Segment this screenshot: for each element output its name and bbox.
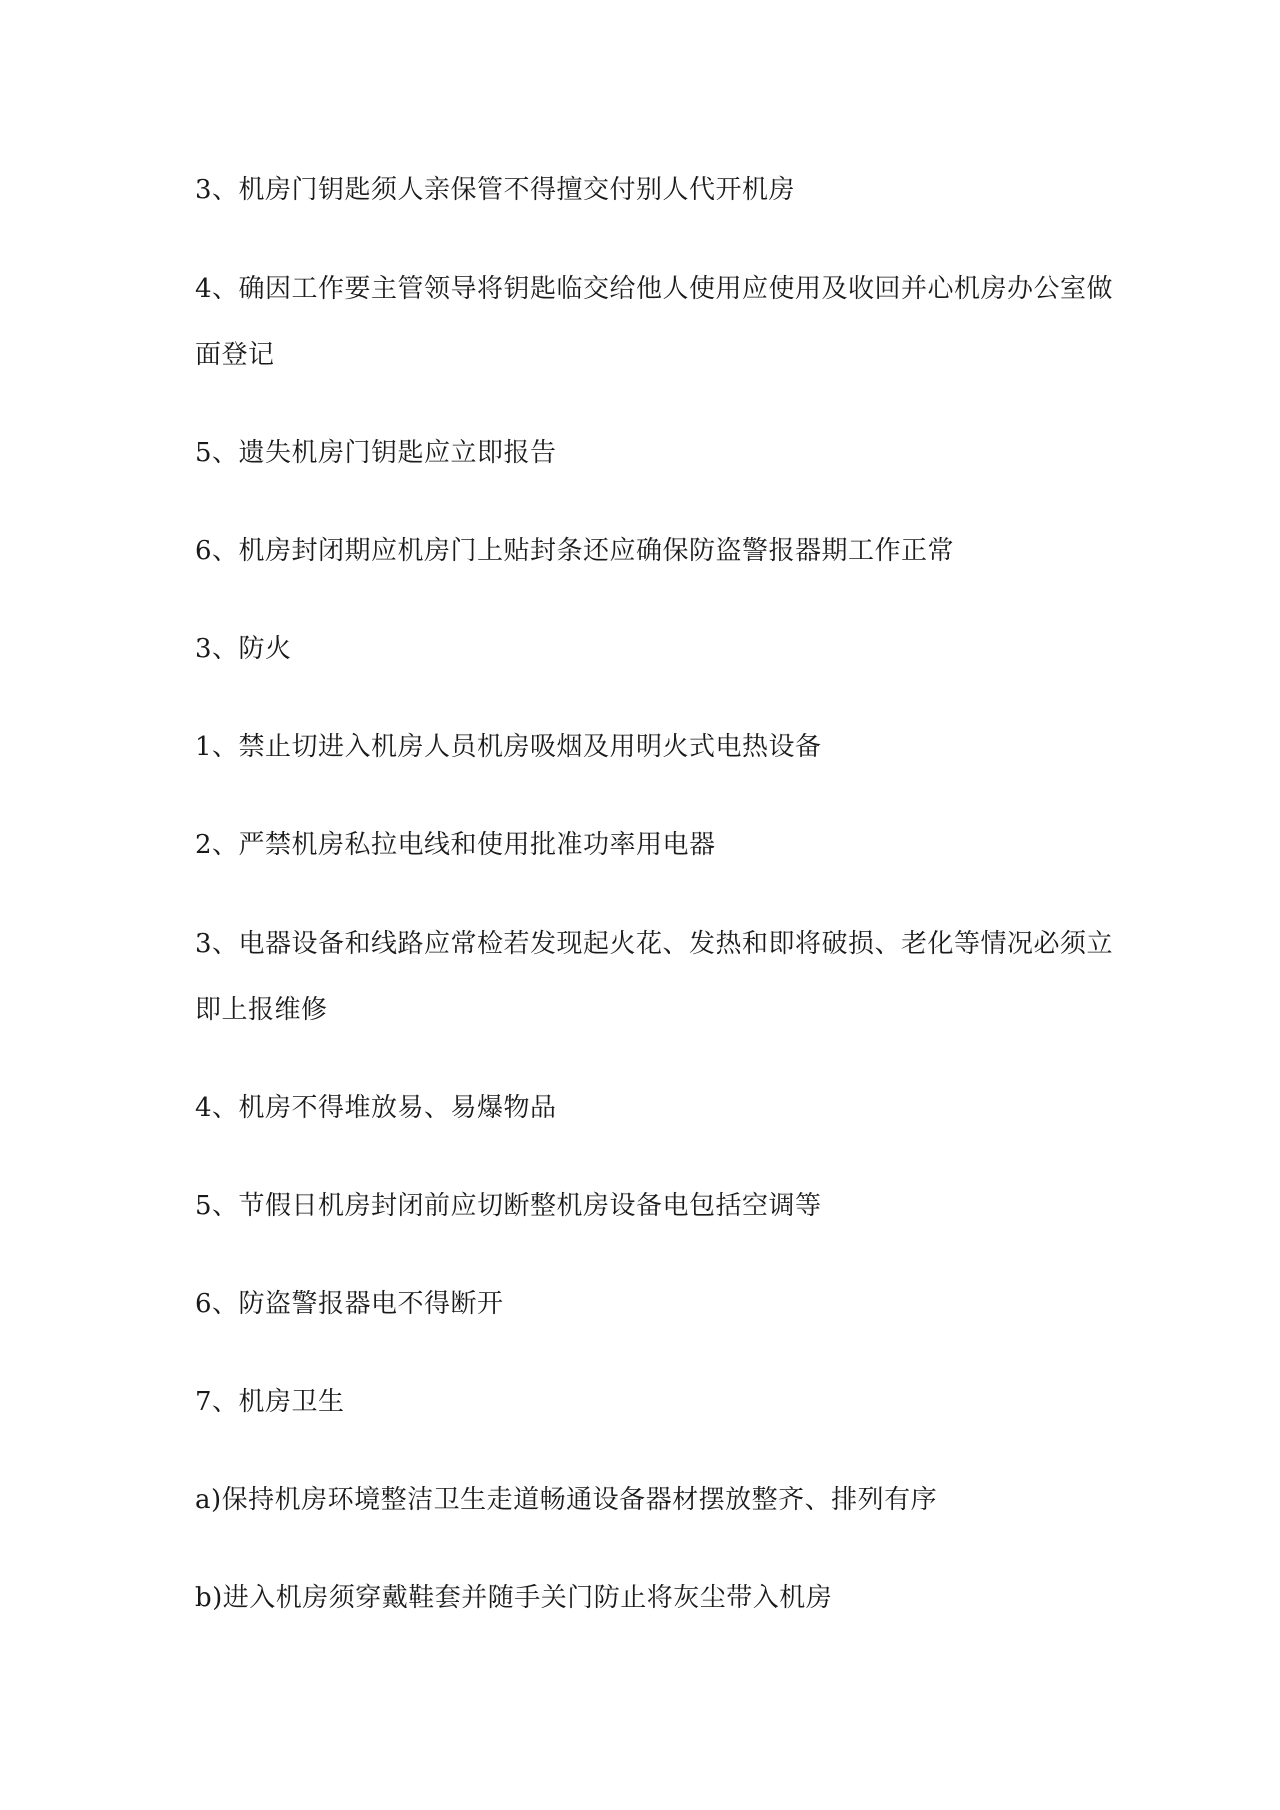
rule-equipment-inspection: 3、电器设备和线路应常检若发现起火花、发热和即将破损、老化等情况必须立 xyxy=(195,929,1114,959)
rule-key-loss: 5、遗失机房门钥匙应立即报告 xyxy=(195,438,557,468)
rule-key-lending-continued: 面登记 xyxy=(195,340,275,370)
rule-key-custody: 3、机房门钥匙须人亲保管不得擅交付别人代开机房 xyxy=(195,175,796,205)
rule-no-private-wiring: 2、严禁机房私拉电线和使用批准功率用电器 xyxy=(195,830,716,860)
rule-alarm-power: 6、防盗警报器电不得断开 xyxy=(195,1289,504,1319)
rule-no-smoking: 1、禁止切进入机房人员机房吸烟及用明火式电热设备 xyxy=(195,732,822,762)
section-heading-hygiene: 7、机房卫生 xyxy=(195,1387,345,1417)
rule-key-lending: 4、确因工作要主管领导将钥匙临交给他人使用应使用及收回并心机房办公室做 xyxy=(195,274,1114,304)
rule-keep-clean: a)保持机房环境整洁卫生走道畅通设备器材摆放整齐、排列有序 xyxy=(195,1485,938,1515)
rule-no-flammables: 4、机房不得堆放易、易爆物品 xyxy=(195,1093,557,1123)
rule-holiday-power-off: 5、节假日机房封闭前应切断整机房设备电包括空调等 xyxy=(195,1191,822,1221)
section-heading-fire-prevention: 3、防火 xyxy=(195,634,292,664)
rule-sealing: 6、机房封闭期应机房门上贴封条还应确保防盗警报器期工作正常 xyxy=(195,536,955,566)
rule-shoe-covers: b)进入机房须穿戴鞋套并随手关门防止将灰尘带入机房 xyxy=(195,1583,833,1613)
rule-equipment-inspection-continued: 即上报维修 xyxy=(195,995,328,1025)
